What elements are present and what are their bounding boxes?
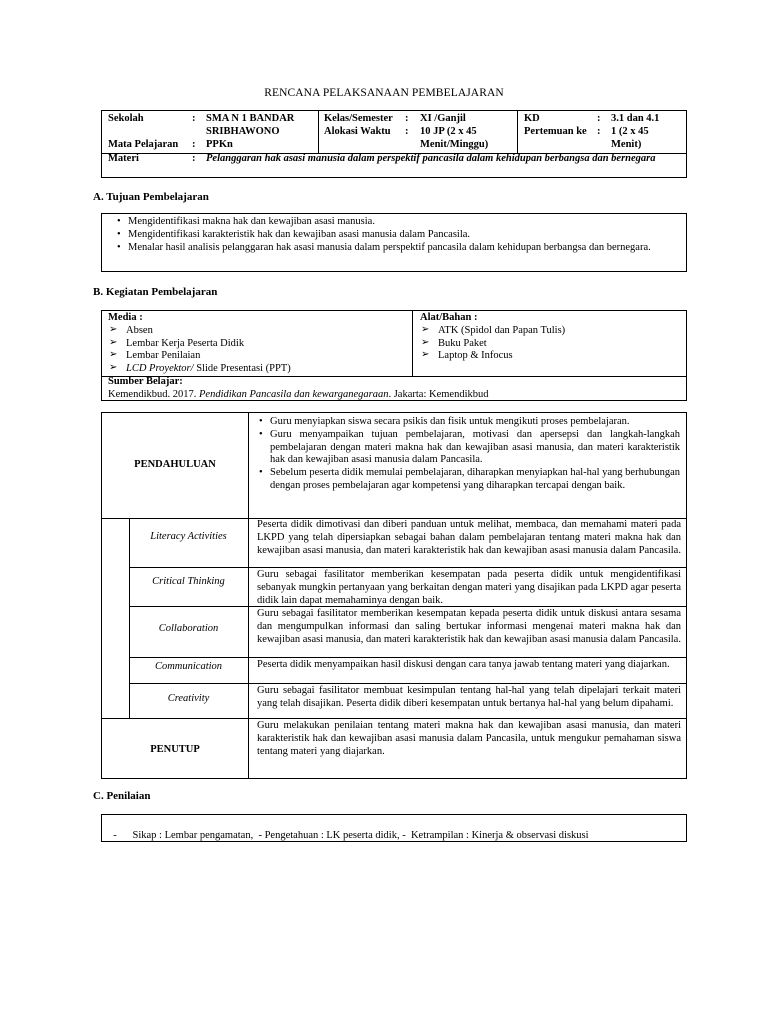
penilaian-text: - Sikap : Lembar pengamatan, - Pengetahuan : LK peserta didik, - Ketrampilan : Kinerja & observasi diskusi xyxy=(113,829,589,841)
materi-label: Materi xyxy=(108,153,139,164)
literacy-label: Literacy Activities xyxy=(150,531,227,542)
penutup-label: PENUTUP xyxy=(150,744,200,755)
sekolah-value-2: SRIBHAWONO xyxy=(206,126,280,137)
media-lcd: LCD Proyektor/ xyxy=(126,363,194,375)
critical-text: Guru sebagai fasilitator memberikan kesempatan pada peserta didik untuk mengidentifikasi sebanyak mungkin pertanyaan yang berkaitan dengan materi yang disajikan pada LKPD agar peserta didik lain dapat memahaminya dengan baik. xyxy=(257,569,681,606)
sumber-text: Kemendikbud. 2017. Pendidikan Pancasila dan kewarganegaraan. Jakarta: Kemendikbud xyxy=(108,388,489,400)
sekolah-label: Sekolah xyxy=(108,113,144,124)
section-a-heading: A. Tujuan Pembelajaran xyxy=(93,191,209,203)
alat-item: ➢ Laptop & Infocus xyxy=(438,350,680,363)
media-item: ➢ Absen xyxy=(126,325,408,338)
pendahuluan-label: PENDAHULUAN xyxy=(134,459,216,470)
alat-item: ➢ ATK (Spidol dan Papan Tulis) xyxy=(438,325,680,338)
comm-label: Communication xyxy=(154,661,223,672)
alat-item: ➢ Buku Paket xyxy=(438,338,680,351)
tujuan-box xyxy=(101,213,687,272)
alokasi-value-1: 10 JP (2 x 45 xyxy=(420,126,477,137)
pendahuluan-item: • Guru menyiapkan siswa secara psikis dan fisik untuk mengikuti proses pembelajaran. xyxy=(270,416,680,429)
media-item xyxy=(126,363,408,376)
kd-label: KD xyxy=(524,113,540,124)
pendahuluan-item: • Guru menyampaikan tujuan pembelajaran, motivasi dan apersepsi dan langkah-langkah pembelajaran dengan materi makna hak dan kewajiban asasi manusia, dan materi karakteristik hak dan kewajiban asasi manusia dalam Pancasila. xyxy=(270,429,680,467)
pertemuan-value-1: 1 (2 x 45 xyxy=(611,126,649,137)
sumber-label: Sumber Belajar: xyxy=(108,376,183,387)
colon: : xyxy=(192,139,196,150)
kd-value: 3.1 dan 4.1 xyxy=(611,113,660,124)
pertemuan-value-2: Menit) xyxy=(611,139,642,150)
media-label: Media : xyxy=(108,312,143,323)
kelas-label: Kelas/Semester xyxy=(324,113,393,124)
kegiatan-box xyxy=(101,310,687,401)
literacy-text: Peserta didik dimotivasi dan diberi panduan untuk melihat, membaca, dan memahami materi pada LKPD yang telah dipersiapkan sebagai bahan dalam pembelajaran tentang materi makna hak dan kewajiban asasi manusia, dan materi karakteristik hak dan kewajiban asasi manusia dalam Pancasila. xyxy=(257,519,681,556)
alokasi-label: Alokasi Waktu xyxy=(324,126,391,137)
alokasi-value-2: Menit/Minggu) xyxy=(420,139,489,150)
section-c-heading: C. Penilaian xyxy=(93,790,151,802)
colon: : xyxy=(192,153,196,164)
colon: : xyxy=(405,113,409,124)
media-slide: Slide Presentasi (PPT) xyxy=(193,363,291,375)
critical-label: Critical Thinking xyxy=(152,576,225,587)
creativity-text: Guru sebagai fasilitator membuat kesimpulan tentang hal-hal yang telah dipelajari terkait materi yang telah disajikan. Peserta didik diberi kesempatan untuk bertanya hal-hal yang belum dipahami. xyxy=(257,685,681,709)
tujuan-item: • Menalar hasil analisis pelanggaran hak asasi manusia dalam perspektif pancasila dalam kehidupan berbangsa dan bernegara. xyxy=(128,242,679,255)
colon: : xyxy=(597,113,601,124)
penutup-text: Guru melakukan penilaian tentang materi makna hak dan kewajiban asasi manusia, dan materi karakteristik hak dan kewajiban asasi manusia dalam Pancasila, untuk mengukur pemahaman siswa tentang materi yang diajarkan. xyxy=(257,720,681,757)
colon: : xyxy=(192,113,196,124)
activities-table xyxy=(101,412,687,779)
document-title: RENCANA PELAKSANAAN PEMBELAJARAN xyxy=(264,87,504,99)
collab-text: Guru sebagai fasilitator memberikan kesempatan kepada peserta didik untuk diskusi antara sesama dan mengumpulkan informasi dan saling bertukar informasi mengenai materi makna hak dan kewajiban asasi manusia, dan materi karakteristik hak dan kewajiban asasi manusia dalam Pancasila. xyxy=(257,608,681,645)
mapel-label: Mata Pelajaran xyxy=(108,139,179,150)
penilaian-box xyxy=(101,814,687,842)
collab-label: Collaboration xyxy=(158,623,219,634)
identity-table xyxy=(101,110,687,178)
pendahuluan-item: • Sebelum peserta didik memulai pembelajaran, diharapkan menyiapkan hal-hal yang berhubungan dengan proses pembelajaran agar kompetensi yang diharapkan tercapai dengan baik. xyxy=(270,467,680,493)
sekolah-value-1: SMA N 1 BANDAR xyxy=(206,113,295,124)
pertemuan-label: Pertemuan ke xyxy=(524,126,587,137)
media-item: ➢ Lembar Kerja Peserta Didik xyxy=(126,338,408,351)
colon: : xyxy=(597,126,601,137)
tujuan-item: • Mengidentifikasi makna hak dan kewajiban asasi manusia. xyxy=(128,216,679,229)
section-b-heading: B. Kegiatan Pembelajaran xyxy=(93,286,218,298)
media-item: ➢ Lembar Penilaian xyxy=(126,350,408,363)
comm-text: Peserta didik menyampaikan hasil diskusi dengan cara tanya jawab tentang materi yang diajarkan. xyxy=(257,659,670,670)
tujuan-item: • Mengidentifikasi karakteristik hak dan kewajiban asasi manusia dalam Pancasila. xyxy=(128,229,679,242)
kelas-value: XI /Ganjil xyxy=(420,113,466,124)
colon: : xyxy=(405,126,409,137)
materi-value: Pelanggaran hak asasi manusia dalam perspektif pancasila dalam kehidupan berbangsa dan bernegara xyxy=(206,153,656,164)
alat-label: Alat/Bahan : xyxy=(420,312,478,323)
mapel-value: PPKn xyxy=(206,139,233,150)
creativity-label: Creativity xyxy=(167,693,210,704)
